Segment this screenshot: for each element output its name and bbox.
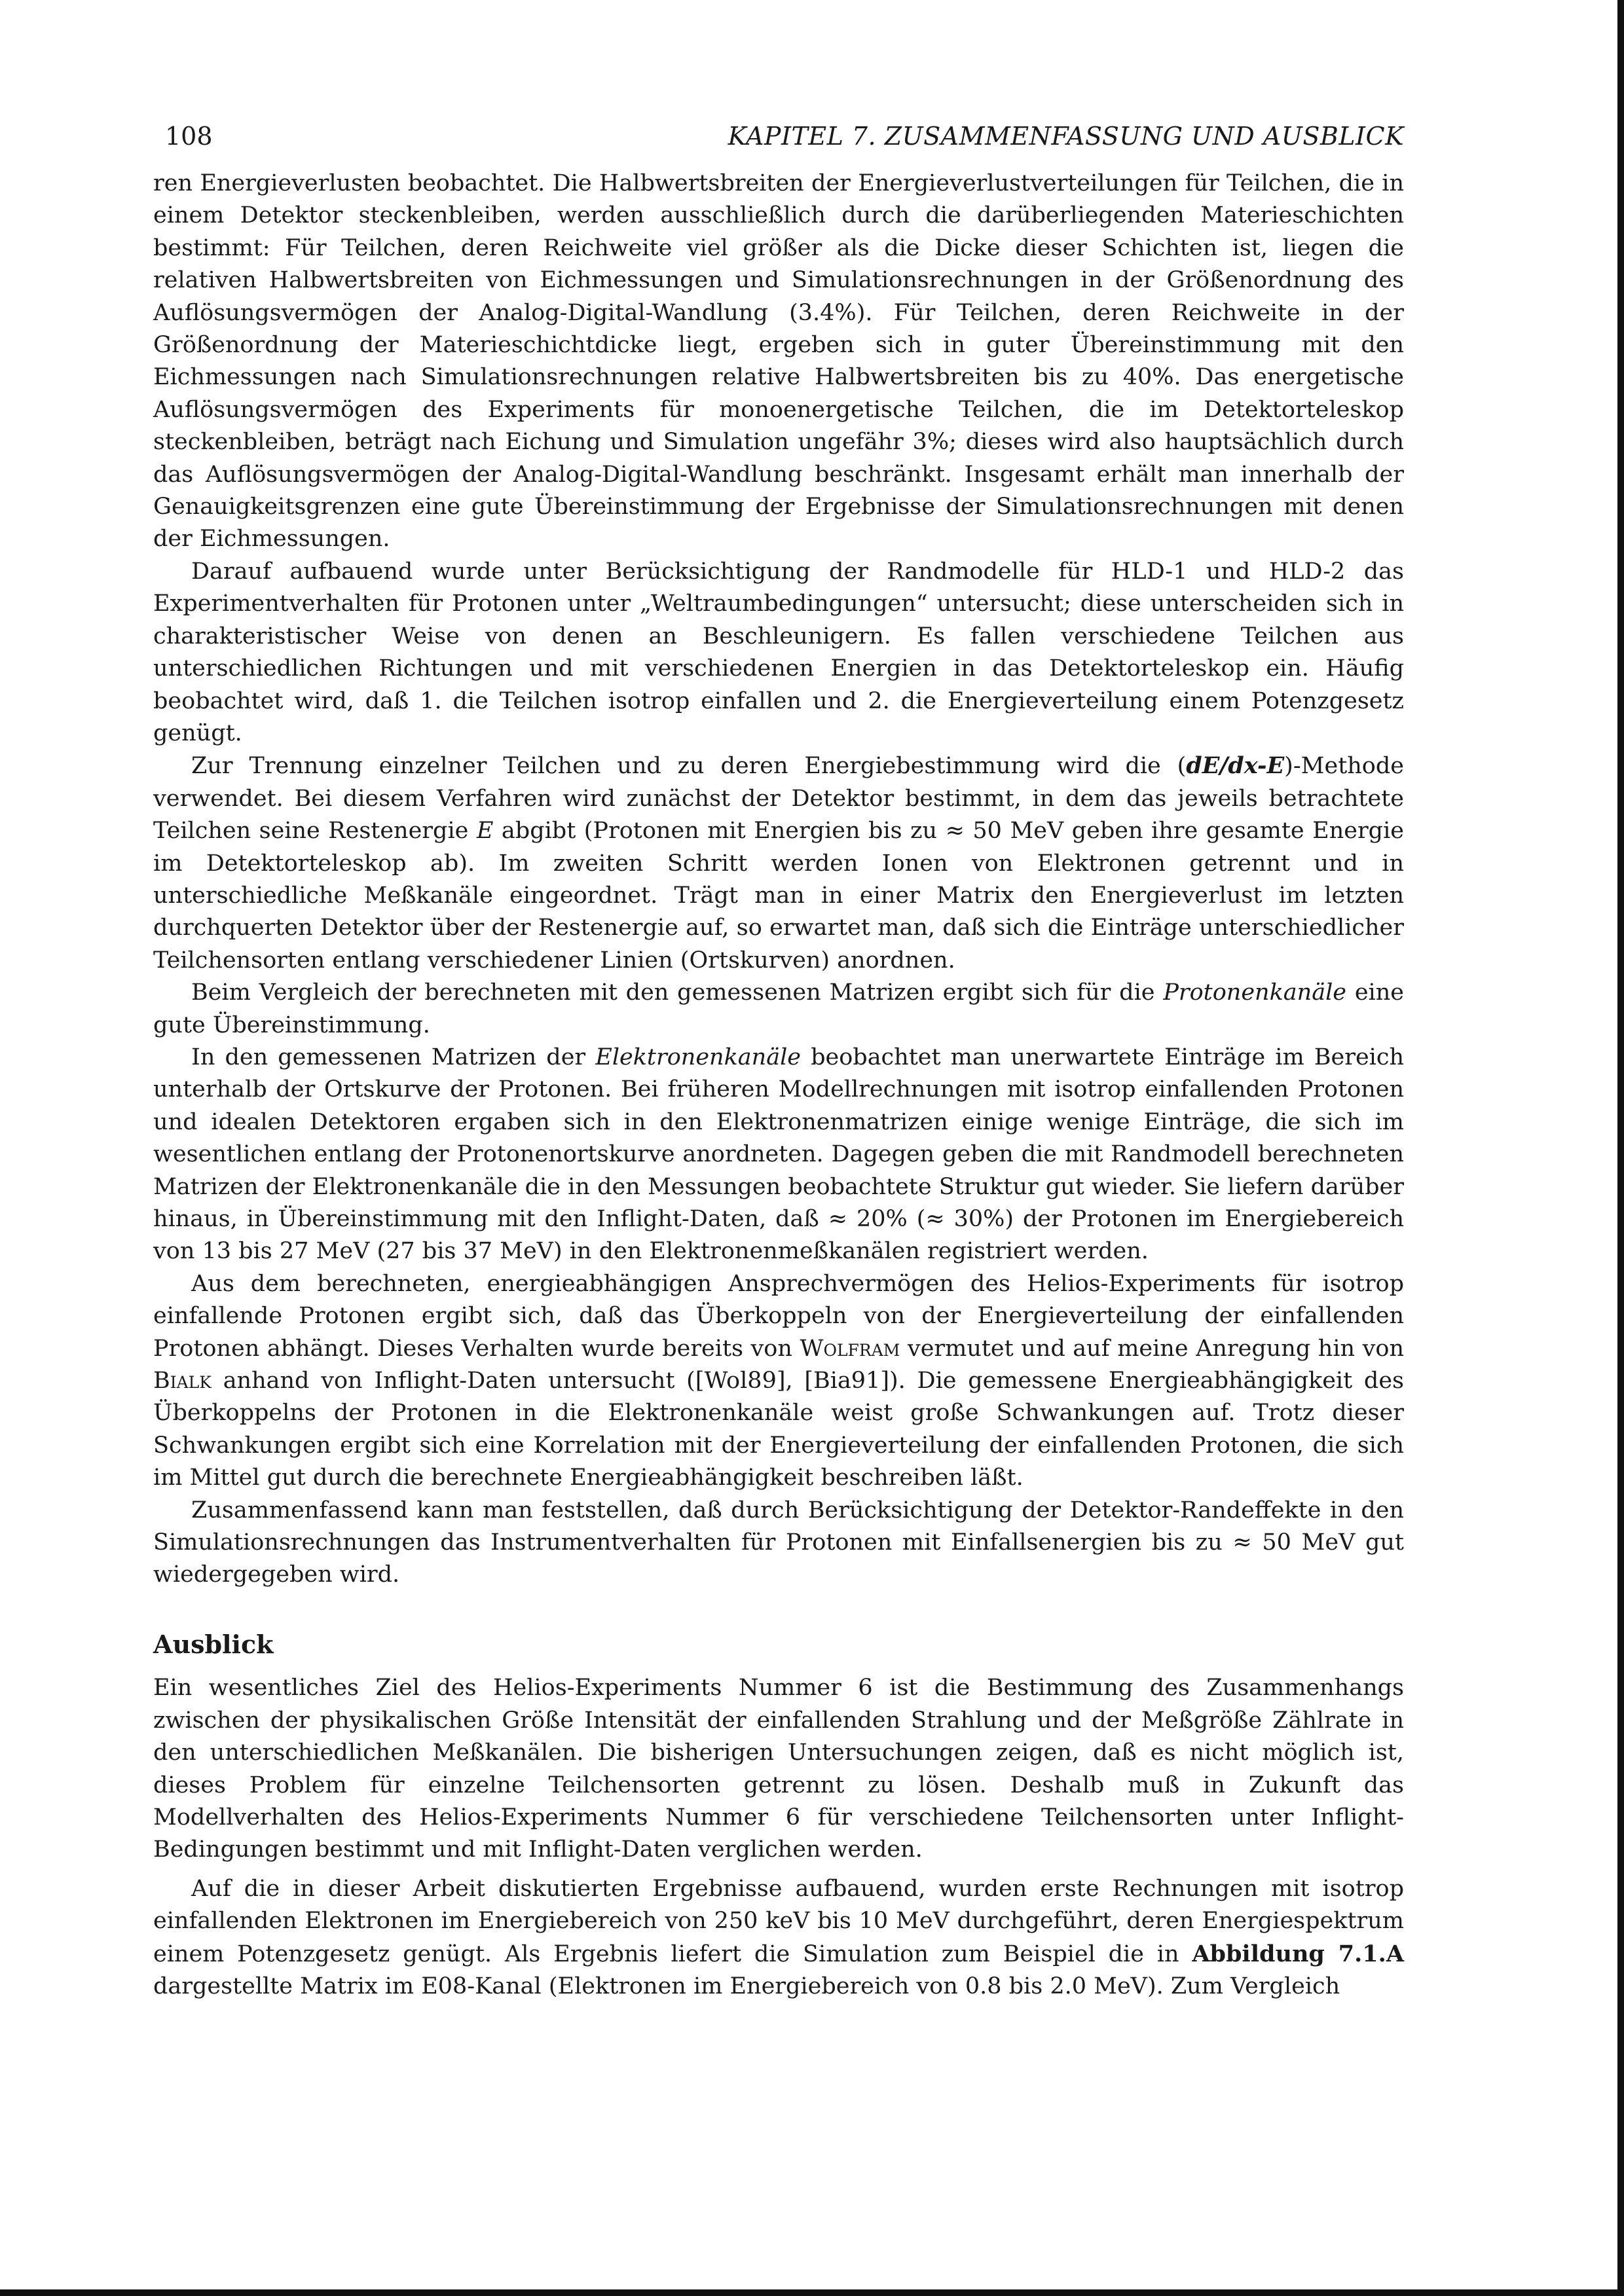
text-run: beobachtet man unerwartete Einträge im Bereich unterhalb der Ortskurve der Protonen. Bei früheren Modellrechnungen mit isotrop einfallenden Protonen und idealen Detektoren ergaben sich in den Elektronenmatrizen einige wenige Einträge, die sich im wesentlichen entlang der Protonenortskurve anordneten. Dagegen geben die mit Randmodell berechneten Matrizen der Elektronenkanäle die in den Messungen beobachtete Struktur gut wieder. Sie liefern darüber hinaus, in Übereinstimmung mit den Inflight-Daten, daß ≈ 20% (≈ 30%) der Protonen im Energiebereich von 13 bis 27 MeV (27 bis 37 MeV) in den Elektronenmeßkanälen registriert werden. bbox=[153, 1044, 1404, 1265]
text-run: eine gute Übereinstimmung. bbox=[153, 979, 1404, 1038]
document-page bbox=[153, 122, 1404, 2003]
emphasis: Protonenkanäle bbox=[1163, 979, 1346, 1006]
paragraph bbox=[153, 1268, 1404, 1495]
section-body bbox=[153, 1672, 1404, 2003]
paragraph: Zusammenfassend kann man feststellen, daß durch Berücksichtigung der Detektor-Randeffekte in den Simulationsrechnungen das Instrumentverhalten für Protonen mit Einfallsenergien bis zu ≈ 50 MeV gut wiedergegeben wird. bbox=[153, 1497, 1404, 1588]
text-run: Aus dem berechneten, energieabhängigen Ansprechvermögen des Helios-Experiments für isotrop einfallende Protonen ergibt sich, daß das Überkoppeln von der Energieverteilung der einfallenden Protonen abhängt. Dieses Verhalten wurde bereits von bbox=[153, 1270, 1404, 1362]
section-heading: Ausblick bbox=[153, 1629, 274, 1659]
paragraph bbox=[153, 1873, 1404, 2003]
author-name: Bialk bbox=[153, 1368, 212, 1394]
text-run: Auf die in dieser Arbeit diskutierten Ergebnisse aufbauend, wurden erste Rechnungen mit isotrop einfallenden Elektronen im Energiebereich von 250 keV bis 10 MeV durchgeführt, deren Energiespektrum einem Potenzgesetz genügt. Als Ergebnis liefert die Simulation zum Beispiel die in bbox=[153, 1875, 1404, 1967]
text-run: )-Methode verwendet. Bei diesem Verfahren wird zunächst der Detektor bestimmt, in dem das jeweils betrachtete Teilchen seine Restenergie bbox=[153, 753, 1404, 845]
paragraph: Ein wesentliches Ziel des Helios-Experiments Nummer 6 ist die Bestimmung des Zusammenhangs zwischen der physikalischen Größe Intensität der einfallenden Strahlung und der Meßgröße Zählrate in den unterschiedlichen Meßkanälen. Die bisherigen Untersuchungen zeigen, daß es nicht möglich ist, dieses Problem für einzelne Teilchensorten getrennt zu lösen. Deshalb muß in Zukunft das Modellverhalten des Helios-Experiments Nummer 6 für verschiedene Teilchensorten unter Inflight-Bedingungen bestimmt und mit Inflight-Daten verglichen werden. bbox=[153, 1675, 1404, 1863]
text-run: vermutet und auf meine Anregung hin von bbox=[900, 1335, 1404, 1362]
emphasis: Elektronenkanäle bbox=[595, 1044, 801, 1070]
page-number: 108 bbox=[165, 122, 213, 151]
figure-reference: Abbildung 7.1.A bbox=[1192, 1940, 1404, 1967]
text-run: dargestellte Matrix im E08-Kanal (Elektronen im Energiebereich von 0.8 bis 2.0 MeV). Zum Vergleich bbox=[153, 1973, 1340, 1999]
formula: E bbox=[476, 818, 494, 845]
formula: dE/dx-E bbox=[1186, 752, 1285, 780]
text-run: Zur Trennung einzelner Teilchen und zu deren Energiebestimmung wird die ( bbox=[191, 753, 1187, 780]
text-run: abgibt (Protonen mit Energien bis zu ≈ 50 MeV geben ihre gesamte Energie im Detektorteleskop ab). Im zweiten Schritt werden Ionen von Elektronen getrennt und in unterschiedliche Meßkanäle eingeordnet. Trägt man in einer Matrix den Energieverlust im letzten durchquerten Detektor über der Restenergie auf, so erwartet man, daß sich die Einträge unterschiedlicher Teilchensorten entlang verschiedener Linien (Ortskurven) anordnen. bbox=[153, 818, 1404, 974]
paragraph bbox=[153, 750, 1404, 977]
author-name: Wolfram bbox=[800, 1335, 900, 1362]
text-run: anhand von Inflight-Daten untersucht ([Wol89], [Bia91]). Die gemessene Energieabhängigkeit des Überkoppelns der Protonen in die Elektronenkanäle weist große Schwankungen auf. Trotz dieser Schwankungen ergibt sich eine Korrelation mit der Energieverteilung der einfallenden Protonen, die sich im Mittel gut durch die berechnete Energieabhängigkeit beschreiben läßt. bbox=[153, 1368, 1404, 1491]
text-run: Beim Vergleich der berechneten mit den gemessenen Matrizen ergibt sich für die bbox=[191, 979, 1164, 1006]
text-run: In den gemessenen Matrizen der bbox=[191, 1044, 596, 1070]
running-title: KAPITEL 7. ZUSAMMENFASSUNG UND AUSBLICK bbox=[728, 122, 1404, 151]
page-header bbox=[153, 122, 1404, 168]
paragraph: ren Energieverlusten beobachtet. Die Halbwertsbreiten der Energieverlustverteilungen für Teilchen, die in einem Detektor steckenbleiben, werden ausschließlich durch die darüberliegenden Materieschichten bestimmt: Für Teilchen, deren Reichweite viel größer als die Dicke dieser Schichten ist, liegen die relativen Halbwertsbreiten von Eichmessungen und Simulationsrechnungen in der Größenordnung des Auflösungsvermögen der Analog-Digital-Wandlung (3.4%). Für Teilchen, deren Reichweite in der Größenordnung der Materieschichtdicke liegt, ergeben sich in guter Übereinstimmung mit den Eichmessungen nach Simulationsrechnungen relative Halbwertsbreiten bis zu 40%. Das energetische Auflösungsvermögen des Experiments für monoenergetische Teilchen, die im Detektorteleskop steckenbleiben, beträgt nach Eichung und Simulation ungefähr 3%; dieses wird also hauptsächlich durch das Auflösungsvermögen der Analog-Digital-Wandlung beschränkt. Insgesamt erhält man innerhalb der Genauigkeitsgrenzen eine gute Übereinstimmung der Ergebnisse der Simulationsrechnungen mit denen der Eichmessungen. bbox=[153, 170, 1404, 553]
main-text bbox=[153, 168, 1404, 2003]
paragraph bbox=[153, 977, 1404, 1042]
paragraph: Darauf aufbauend wurde unter Berücksichtigung der Randmodelle für HLD-1 und HLD-2 das Experimentverhalten für Protonen unter „Weltraumbedingungen“ untersucht; diese unterscheiden sich in charakteristischer Weise von denen an Beschleunigern. Es fallen verschiedene Teilchen aus unterschiedlichen Richtungen und mit verschiedenen Energien in das Detektorteleskop ein. Häufig beobachtet wird, daß 1. die Teilchen isotrop einfallen und 2. die Energieverteilung einem Potenzgesetz genügt. bbox=[153, 558, 1404, 746]
paragraph bbox=[153, 1042, 1404, 1268]
